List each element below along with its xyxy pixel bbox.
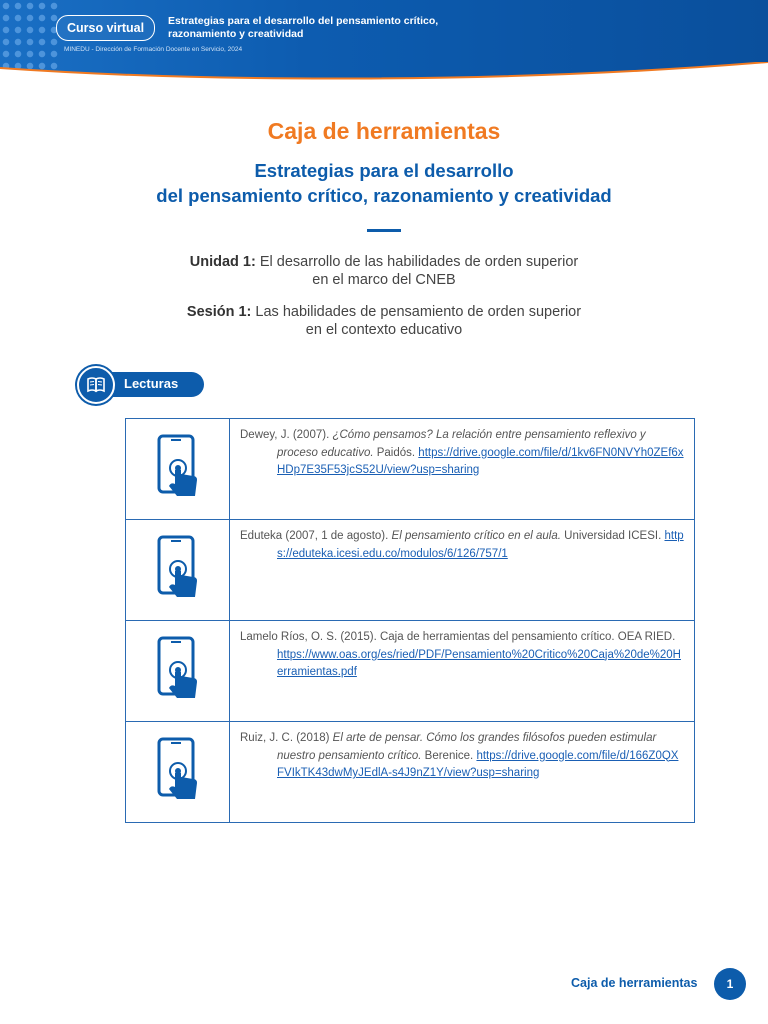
session-label: Sesión 1: <box>186 304 252 320</box>
reference-citation <box>240 427 684 480</box>
reference-authors: Ruiz, J. C. (2018) <box>240 732 333 744</box>
reference-link[interactable]: https://eduteka.icesi.edu.co/modulos/6/126/757/1 <box>277 530 684 560</box>
reference-row <box>126 520 695 621</box>
footer-label: Caja de herramientas <box>571 976 698 990</box>
course-badge: Curso virtual <box>56 15 155 41</box>
page-subtitle-line-1: Estrategias para el desarrollo <box>254 160 514 181</box>
reference-publisher: Universidad ICESI. <box>560 530 665 542</box>
reference-authors: Lamelo Ríos, O. S. (2015). Caja de herramientas del pensamiento crítico. OEA RIED. <box>240 631 676 643</box>
reference-publisher: Paidós. <box>373 446 419 459</box>
phone-tap-icon <box>157 737 199 806</box>
section-label-lecturas: Lecturas <box>124 376 179 391</box>
header-course-title: Estrategias para el desarrollo del pensamiento crítico, razonamiento y creatividad <box>168 15 439 40</box>
reference-row <box>126 419 695 520</box>
session-text-line-2: en el contexto educativo <box>305 322 463 338</box>
page-number: 1 <box>714 968 746 1000</box>
phone-tap-icon <box>157 434 199 503</box>
reference-title: El pensamiento crítico en el aula. <box>391 530 561 542</box>
reference-title: ¿Cómo pensamos? La relación entre pensamiento reflexivo y proceso educativo. <box>277 429 646 459</box>
reference-citation <box>240 528 684 563</box>
reference-row <box>126 621 695 722</box>
reference-link[interactable]: https://drive.google.com/file/d/1kv6FN0NVYh0ZEf6xHDp7E35F53jcS52U/view?usp=sharing <box>277 446 684 476</box>
reference-citation <box>240 730 684 783</box>
reference-publisher: Berenice. <box>421 749 477 762</box>
header-wave <box>0 62 768 80</box>
unit-info <box>0 253 768 289</box>
reference-link[interactable]: https://drive.google.com/file/d/166Z0QXFVIkTK43dwMyJEdlA-s4J9nZ1Y/view?usp=sharing <box>277 749 679 779</box>
page-subtitle <box>0 158 768 208</box>
unit-text-line-1: El desarrollo de las habilidades de orden superior <box>259 254 579 270</box>
reference-title: El arte de pensar. Cómo los grandes filósofos pueden estimular nuestro pensamiento crítico. <box>277 732 657 762</box>
phone-tap-icon <box>157 636 199 705</box>
header-band <box>0 0 768 80</box>
page-title: Caja de herramientas <box>267 118 501 144</box>
session-info <box>0 303 768 339</box>
page-subtitle-line-2: del pensamiento crítico, razonamiento y creatividad <box>156 185 612 206</box>
session-text-line-1: Las habilidades de pensamiento de orden superior <box>255 304 582 320</box>
title-divider <box>367 229 401 232</box>
unit-text-line-2: en el marco del CNEB <box>312 272 456 288</box>
header-subtitle: MINEDU - Dirección de Formación Docente en Servicio, 2024 <box>64 46 243 53</box>
unit-label: Unidad 1: <box>189 254 256 270</box>
reference-authors: Eduteka (2007, 1 de agosto). <box>240 530 392 542</box>
reference-citation <box>240 629 684 682</box>
reference-authors: Dewey, J. (2007). <box>240 429 333 441</box>
phone-tap-icon <box>157 535 199 604</box>
references-table <box>125 418 695 823</box>
book-icon <box>77 366 115 404</box>
reference-row <box>126 722 695 823</box>
reference-link[interactable]: https://www.oas.org/es/ried/PDF/Pensamiento%20Critico%20Caja%20de%20Herramientas.pdf <box>277 648 681 678</box>
